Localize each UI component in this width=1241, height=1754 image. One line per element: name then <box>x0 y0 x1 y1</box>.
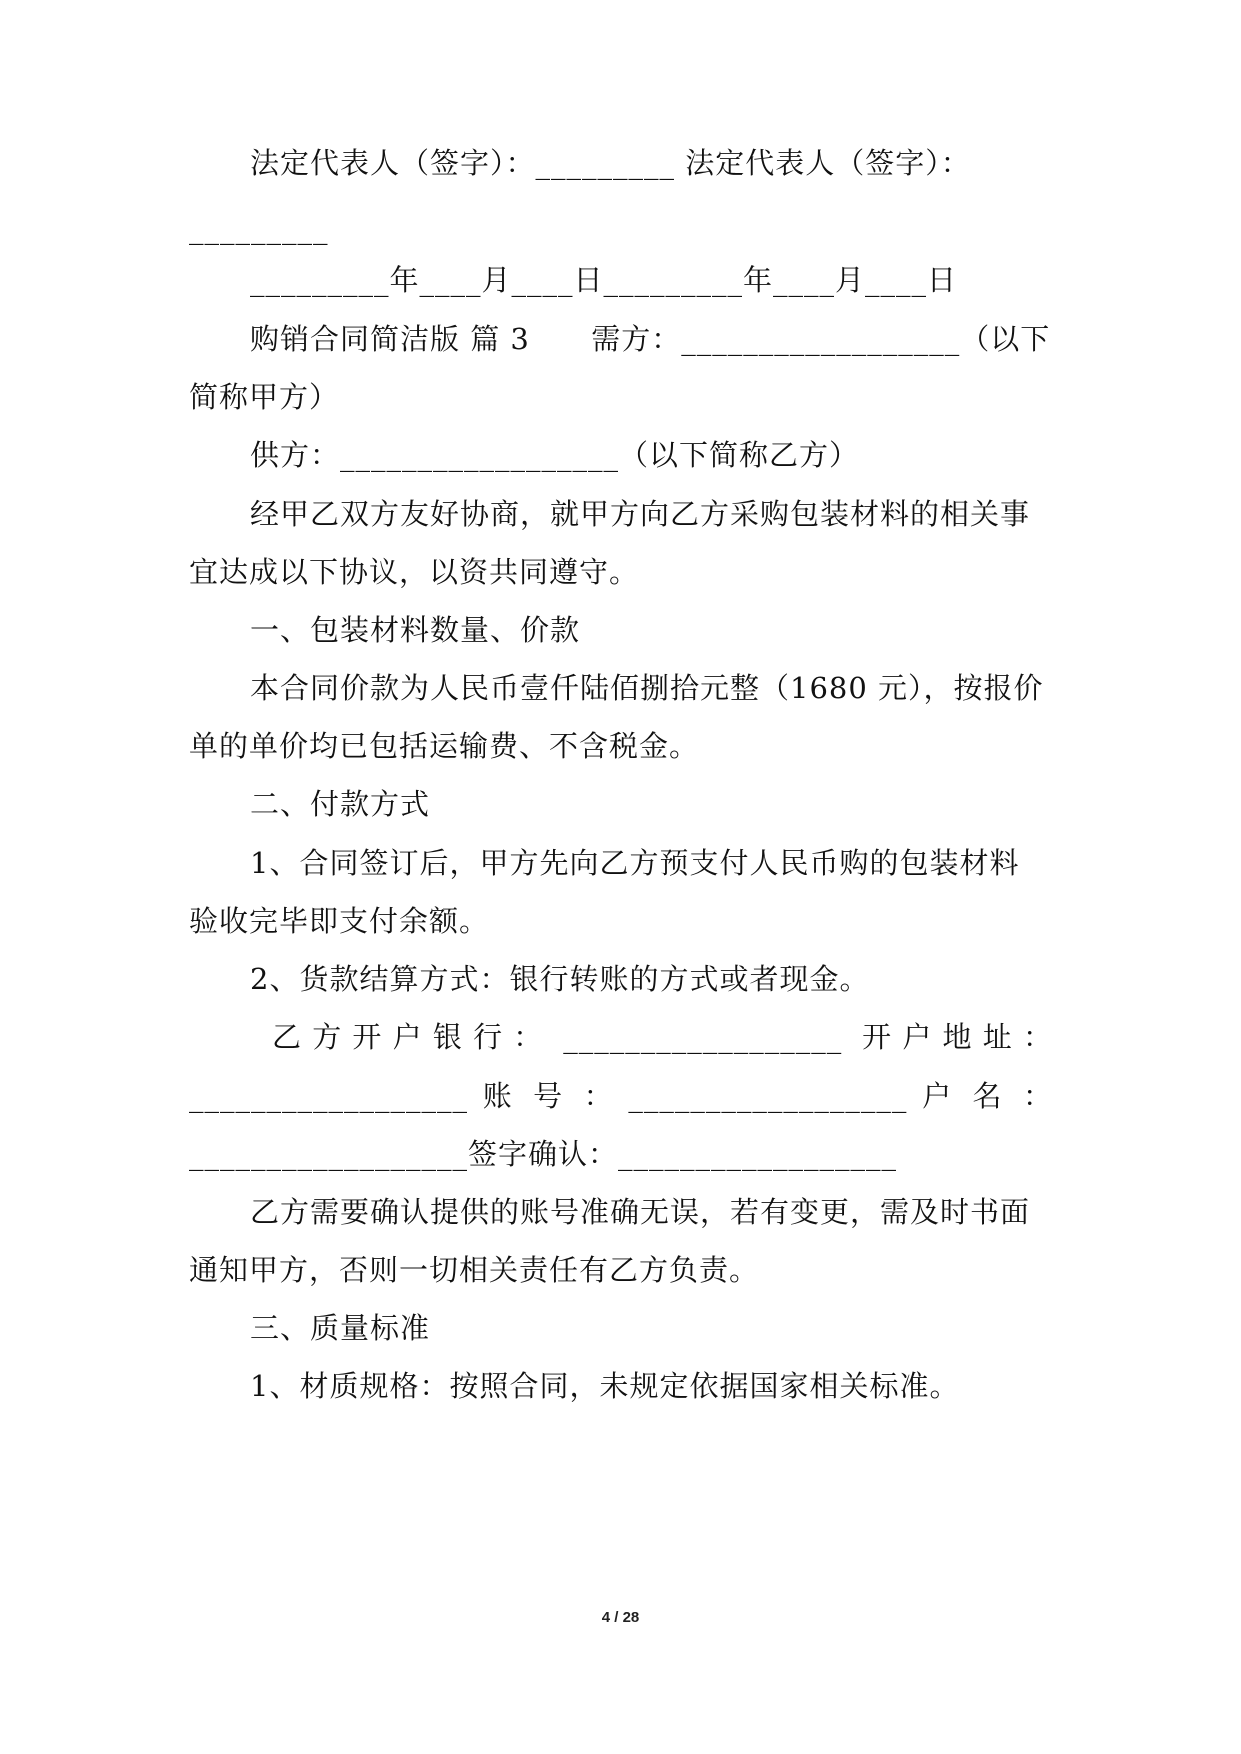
paragraph-line: 经甲乙双方友好协商，就甲方向乙方采购包装材料的相关事 <box>250 497 1031 531</box>
section-heading-3: 三、质量标准 <box>250 1311 431 1345</box>
page-number: 4 / 28 <box>601 1609 640 1626</box>
signature-line: 法定代表人（签字）：_________ 法定代表人（签字）： <box>250 146 971 180</box>
section-heading-1: 一、包装材料数量、价款 <box>250 613 581 647</box>
paragraph-line: 单的单价均已包括运输费、不含税金。 <box>189 729 700 763</box>
account-number-label: 账 号 ： <box>482 1079 614 1113</box>
section-heading-2: 二、付款方式 <box>250 787 431 821</box>
bank-info-line-1 <box>272 1017 1053 1057</box>
bank-name-label: 乙 方 开 户 银 行 ： <box>272 1020 544 1054</box>
signature-blank-line: _________ <box>189 211 329 245</box>
paragraph-line: 本合同价款为人民币壹仟陆佰捌拾元整（1680 元），按报价 <box>250 671 1044 705</box>
bank-info-line-2 <box>189 1076 1053 1116</box>
account-name-label: 户 名 ： <box>922 1079 1053 1113</box>
supplier-line: 供方：__________________（以下简称乙方） <box>250 438 860 472</box>
signature-confirm-line: __________________签字确认：__________________ <box>189 1137 898 1171</box>
bank-address-blank: __________________ <box>189 1079 468 1113</box>
paragraph-line: 1、合同签订后，甲方先向乙方预支付人民币购的包装材料 <box>250 846 1020 880</box>
account-number-blank: __________________ <box>628 1079 908 1113</box>
date-line: _________年____月____日_________年____月____日 <box>250 263 958 297</box>
bank-name-blank: __________________ <box>563 1020 843 1054</box>
paragraph-line: 2、货款结算方式：银行转账的方式或者现金。 <box>250 962 870 996</box>
paragraph-line: 验收完毕即支付余额。 <box>189 904 490 938</box>
paragraph-line: 简称甲方） <box>189 380 340 414</box>
paragraph-line: 通知甲方，否则一切相关责任有乙方负责。 <box>189 1253 760 1287</box>
paragraph-line: 宜达成以下协议，以资共同遵守。 <box>189 555 640 589</box>
bank-address-label: 开 户 地 址 ： <box>862 1020 1053 1054</box>
paragraph-line: 1、材质规格：按照合同，未规定依据国家相关标准。 <box>250 1369 960 1403</box>
contract-heading-line: 购销合同简洁版 篇 3 需方：__________________（以下 <box>250 322 1051 356</box>
paragraph-line: 乙方需要确认提供的账号准确无误，若有变更，需及时书面 <box>250 1195 1031 1229</box>
